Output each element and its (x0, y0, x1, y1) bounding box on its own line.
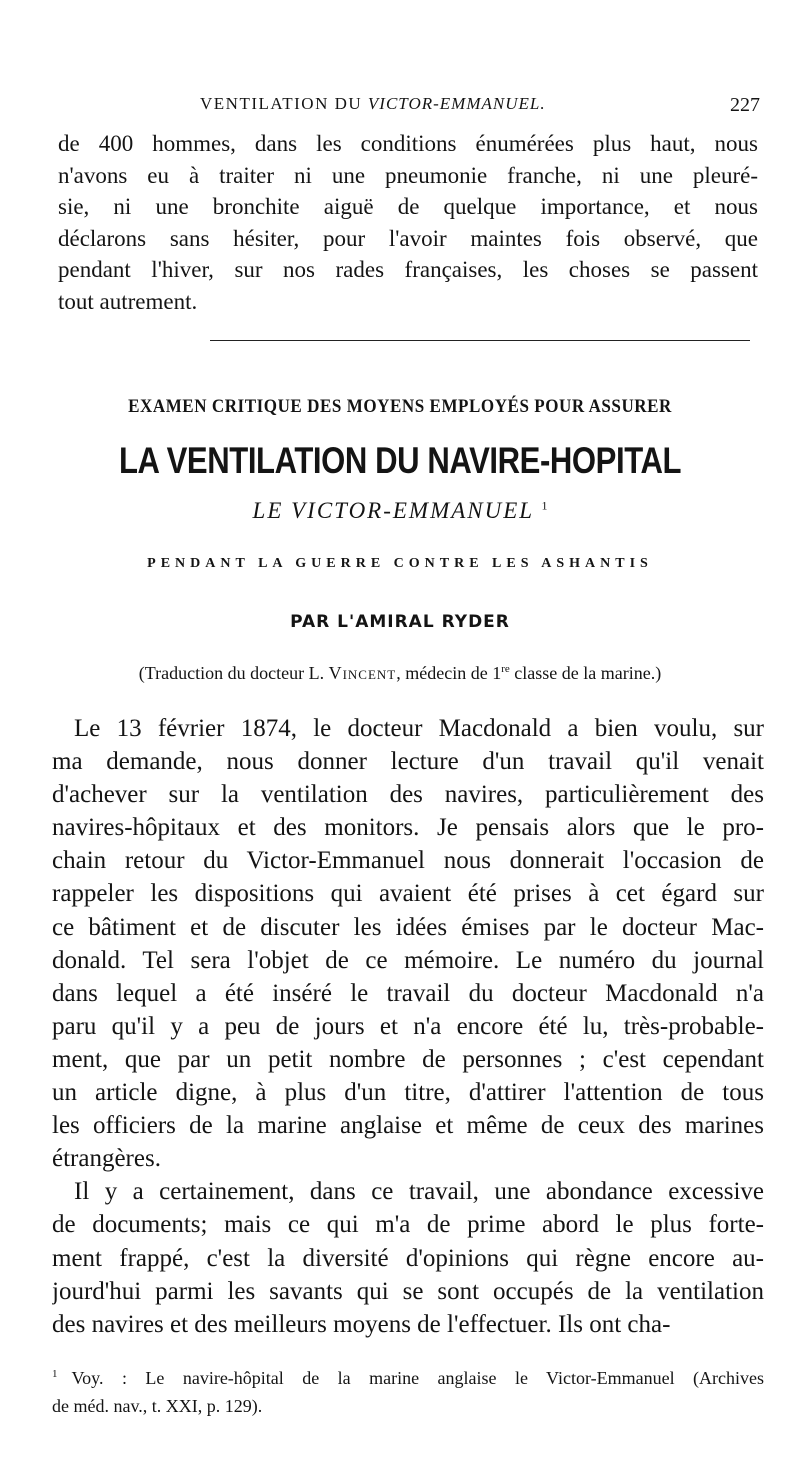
text-line: de documents; mais ce qui m'a de prime abord le plus forte- (52, 1211, 764, 1239)
text-line: les officiers de la marine anglaise et même de ceux des marines (52, 1112, 764, 1140)
article-kicker: EXAMEN CRITIQUE DES MOYENS EMPLOYÉS POUR ASSURER (128, 397, 672, 417)
text-line: dans lequel a été inséré le travail du docteur Macdonald n'a (52, 979, 764, 1007)
footnote (52, 1360, 764, 1420)
continued-paragraph (58, 128, 758, 317)
translation-prefix: (Traduction du docteur L. (138, 663, 329, 683)
footnote-mark: 1 (52, 1368, 58, 1380)
text-line: sie, ni une bronchite aiguë de quelque importance, et nous (58, 194, 758, 219)
text-line: un article digne, à plus d'un titre, d'attirer l'attention de tous (52, 1079, 764, 1107)
text-line: pendant l'hiver, sur nos rades françaises, les choses se passent (58, 257, 758, 282)
text-line: de 400 hommes, dans les conditions énumérées plus haut, nous (58, 131, 758, 156)
text-line: ce bâtiment et de discuter les idées émises par le docteur Mac- (52, 913, 764, 941)
footnote-line-2: de méd. nav., t. XXI, p. 129). (52, 1396, 263, 1416)
text-line: déclarons sans hésiter, pour l'avoir maintes fois observé, que (58, 225, 758, 251)
footnote-line-1 (52, 1360, 764, 1392)
text-line: Il y a certainement, dans ce travail, une abondance excessive (74, 1178, 764, 1206)
article-author: PAR L'AMIRAL RYDER (290, 612, 510, 632)
section-divider (210, 340, 750, 341)
text-line: donald. Tel sera l'objet de ce mémoire. Le numéro du journal (52, 946, 764, 974)
text-line: tout autrement. (58, 288, 198, 314)
translation-credit (0, 663, 800, 684)
translator-name: Vincent (328, 663, 397, 683)
translation-mid: , médecin de 1 (396, 663, 502, 683)
text-line: ma demande, nous donner lecture d'un travail qu'il venait (52, 748, 764, 776)
footnote-text-1: Voy. : Le navire-hôpital de la marine anglaise le Victor-Emmanuel (Archives (71, 1368, 764, 1388)
footnote-reference: 1 (541, 498, 548, 513)
ship-name-text: LE VICTOR-EMMANUEL (252, 498, 534, 523)
article-title: LA VENTILATION DU NAVIRE-HOPITAL (118, 440, 682, 481)
running-head-prefix: VENTILATION DU (200, 94, 368, 113)
body-paragraph-1 (52, 712, 764, 1175)
text-line: chain retour du Victor-Emmanuel nous donnerait l'occasion de (52, 847, 764, 875)
text-line: ment, que par un petit nombre de personnes ; c'est cependant (52, 1045, 764, 1073)
body-paragraph-2 (52, 1175, 764, 1340)
text-line: Le 13 février 1874, le docteur Macdonald a bien voulu, sur (74, 715, 764, 742)
text-line: ment frappé, c'est la diversité d'opinions qui règne encore au- (52, 1244, 764, 1272)
text-line: navires-hôpitaux et des monitors. Je pensais alors que le pro- (52, 814, 764, 842)
running-head-ship: VICTOR-EMMANUEL. (367, 94, 546, 113)
page-number: 227 (730, 94, 760, 116)
ship-name (0, 498, 800, 524)
text-line: d'achever sur la ventilation des navires, particulièrement des (52, 781, 764, 809)
article-body (52, 712, 764, 1341)
running-head-title (200, 94, 546, 114)
translation-suffix: classe de la marine.) (509, 663, 662, 683)
text-line: n'avons eu à traiter ni une pneumonie franche, ni une pleuré- (58, 162, 758, 188)
text-line: paru qu'il y a peu de jours et n'a encore été lu, très-probable- (52, 1012, 764, 1040)
article-context: PENDANT LA GUERRE CONTRE LES ASHANTIS (147, 556, 653, 571)
text-line: des navires et des meilleurs moyens de l'effectuer. Ils ont cha- (52, 1310, 671, 1338)
ordinal-suffix: re (501, 663, 510, 675)
text-line: étrangères. (52, 1145, 161, 1173)
text-line: jourd'hui parmi les savants qui se sont occupés de la ventilation (52, 1277, 764, 1305)
text-line: rappeler les dispositions qui avaient été prises à cet égard sur (52, 880, 764, 908)
